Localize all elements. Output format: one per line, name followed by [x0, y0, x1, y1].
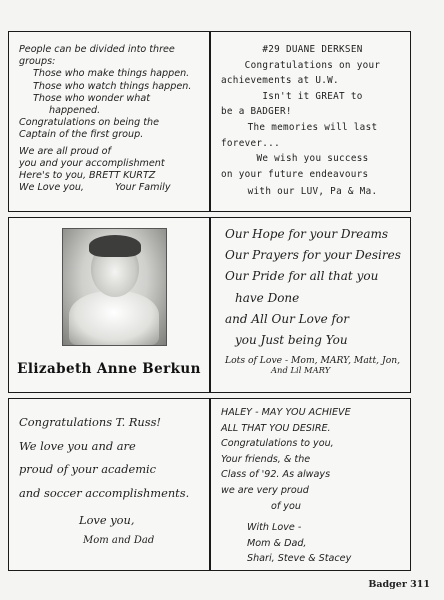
message-line: The memories will last [247, 121, 378, 133]
message-box-haley [210, 398, 411, 571]
message-line: Here's to you, BRETT KURTZ [19, 170, 156, 182]
message-line: proud of your academic [19, 462, 157, 477]
message-line: groups: [19, 56, 56, 68]
message-line: Those who make things happen. [33, 68, 190, 80]
baby-hair [89, 235, 141, 257]
message-line: We are all proud of [19, 145, 111, 157]
photo-box-elizabeth-berkun [8, 217, 210, 393]
message-line: Those who watch things happen. [33, 80, 192, 92]
message-line: and All Our Love for [225, 311, 349, 326]
message-line: Captain of the first group. [19, 129, 144, 141]
message-signature: with our LUV, Pa & Ma. [247, 186, 378, 198]
message-line: you and your accomplishment [19, 157, 165, 169]
message-line: Congratulations on being the [19, 117, 159, 129]
message-box-hopes-dreams [210, 217, 411, 393]
message-line: Our Pride for all that you [225, 269, 379, 284]
message-line: happened. [49, 105, 101, 117]
message-line: achievements at U.W. [221, 75, 339, 87]
message-signature: Lots of Love - Mom, MARY, Matt, Jon, [225, 355, 401, 367]
message-box-brett-kurtz [8, 31, 210, 212]
message-signature: Shari, Steve & Stacey [247, 553, 352, 565]
message-line: Congratulations to you, [221, 438, 334, 450]
message-signature: Your Family [115, 182, 171, 194]
message-box-duane-derksen [210, 31, 411, 212]
message-heading: #29 DUANE DERKSEN [262, 44, 363, 55]
message-line: Your friends, & the [221, 453, 311, 465]
message-line: ALL THAT YOU DESIRE. [221, 422, 331, 434]
message-signature: With Love - [247, 522, 302, 534]
message-line: on your future endeavours [221, 168, 369, 180]
message-line: of you [271, 500, 301, 512]
message-signature: Mom and Dad [83, 534, 155, 546]
message-line: Congratulations T. Russ! [19, 415, 162, 429]
baby-photo [62, 228, 167, 346]
message-line: forever... [221, 137, 280, 149]
message-line: Those who wonder what [33, 92, 150, 104]
message-line: you Just being You [235, 333, 348, 348]
message-line: We love you and are [19, 438, 136, 453]
message-line: and soccer accomplishments. [19, 485, 190, 500]
message-line: Love you, [79, 513, 135, 528]
message-line: We Love you, [19, 182, 84, 194]
message-box-t-russ [8, 398, 210, 571]
message-line: Our Prayers for your Desires [225, 248, 401, 263]
message-line: We wish you success [256, 153, 369, 165]
photo-caption: Elizabeth Anne Berkun [17, 361, 201, 377]
message-signature: Mom & Dad, [247, 537, 307, 549]
message-line: People can be divided into three [19, 44, 175, 55]
message-line: HALEY - MAY YOU ACHIEVE [221, 407, 351, 418]
message-line: have Done [235, 290, 300, 305]
message-line: Our Hope for your Dreams [225, 227, 389, 241]
message-line: Congratulations on your [244, 59, 381, 71]
message-line: we are very proud [221, 484, 309, 496]
message-signature: And Lil MARY [271, 365, 331, 376]
message-line: Isn't it GREAT to [262, 90, 363, 102]
message-line: be a BADGER! [221, 106, 292, 118]
page-footer: Badger 311 [368, 579, 430, 590]
message-line: Class of '92. As always [221, 469, 331, 481]
baby-body [69, 291, 159, 345]
